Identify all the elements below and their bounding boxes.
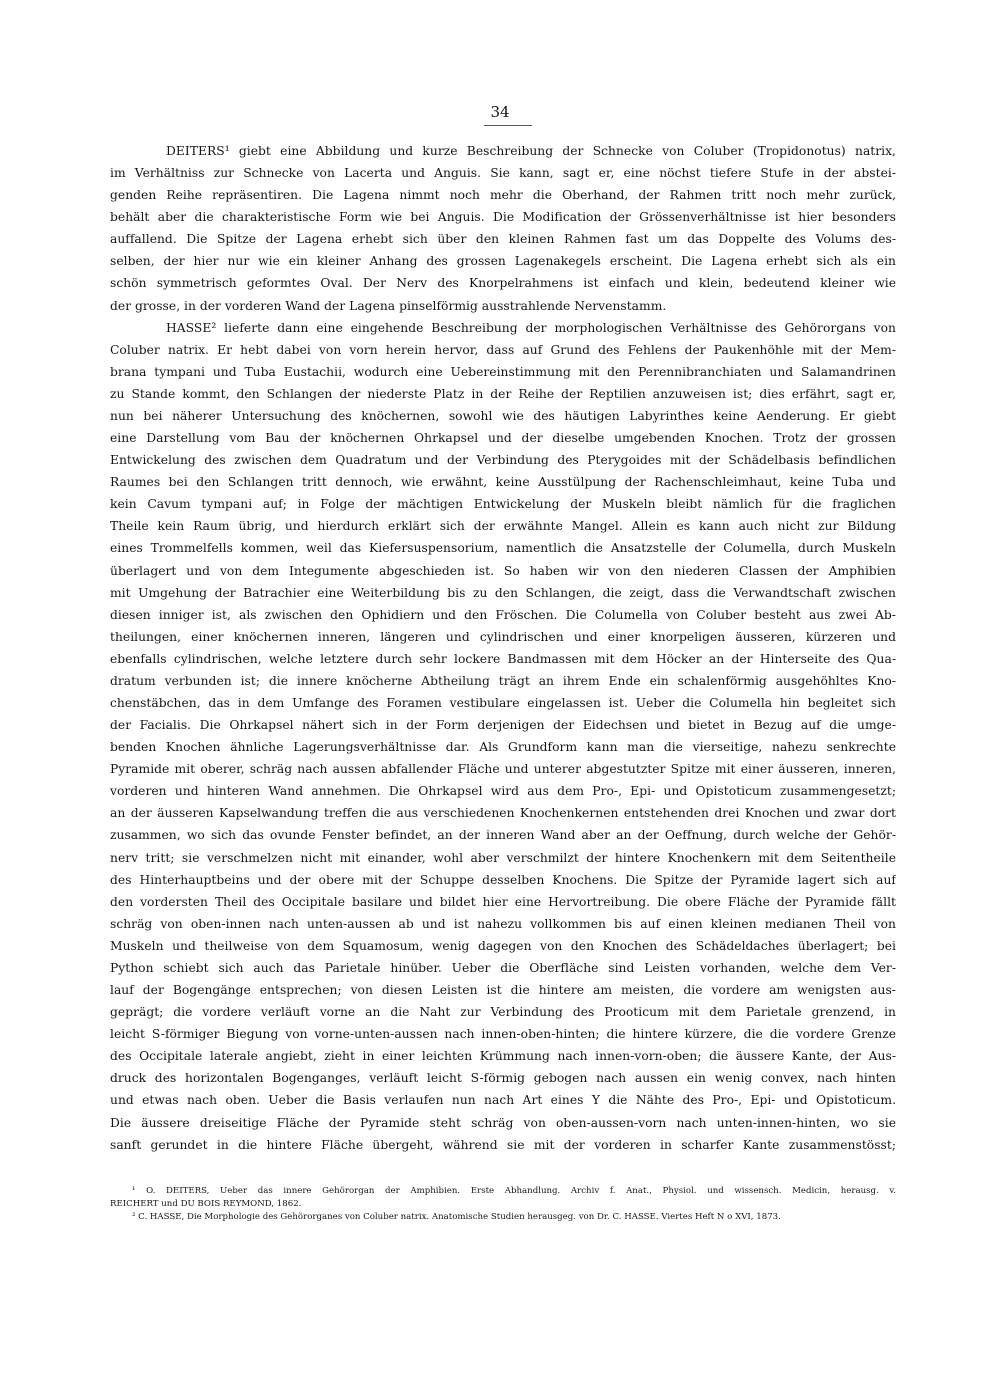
text-line: und etwas nach oben. Ueber die Basis verlaufen nun nach Art eines Y die Nähte des Pro-, Epi- und Opistoticum. xyxy=(110,1093,896,1108)
text-line: behält aber die charakteristische Form wie bei Anguis. Die Modification der Grössenverhältnisse ist hier besonders xyxy=(110,210,896,225)
text-line: eine Darstellung vom Bau der knöchernen Ohrkapsel und der dieselbe umgebenden Knochen. Trotz der grossen xyxy=(110,431,896,446)
text-line: eines Trommelfells kommen, weil das Kiefersuspensorium, namentlich die Ansatzstelle der Columella, durch Muskeln xyxy=(110,541,896,556)
text-line: nun bei näherer Untersuchung des knöchernen, sowohl wie des häutigen Labyrinthes keine Aenderung. Er giebt xyxy=(110,408,896,423)
text-line: des Occipitale laterale angiebt, zieht in einer leichten Krümmung nach innen-vorn-oben; die äussere Kante, der Aus- xyxy=(110,1049,896,1064)
text-line: Theile kein Raum übrig, und hierdurch erklärt sich der erwähnte Mangel. Allein es kann auch nicht zur Bildung xyxy=(110,519,896,534)
text-line: schön symmetrisch geformtes Oval. Der Nerv des Knorpelrahmens ist einfach und klein, bedeutend kleiner wie xyxy=(110,276,896,291)
footnote-line: ² C. HASSE, Die Morphologie des Gehörorganes von Coluber natrix. Anatomische Studien herausgeg. von Dr. C. HASSE. Viertes Heft N o XVI, 1873. xyxy=(132,1212,781,1222)
footnote-line: ¹ O. DEITERS, Ueber das innere Gehörorgan der Amphibien. Erste Abhandlung. Archiv f. Anat., Physiol. und wissensch. Medicin, herausg. v. xyxy=(132,1186,896,1196)
text-line: an der äusseren Kapselwandung treffen die aus verschiedenen Knochenkernen entstehenden drei Knochen und zwar dort xyxy=(110,806,896,821)
text-line: Coluber natrix. Er hebt dabei von vorn herein hervor, dass auf Grund des Fehlens der Paukenhöhle mit der Mem- xyxy=(110,342,896,357)
text-line: lauf der Bogengänge entsprechen; von diesen Leisten ist die hintere am meisten, die vordere am wenigsten aus- xyxy=(110,983,896,998)
text-line: Pyramide mit oberer, schräg nach aussen abfallender Fläche und unterer abgestutzter Spitze mit einer äusseren, inneren, xyxy=(110,762,896,777)
text-line: der Facialis. Die Ohrkapsel nähert sich in der Form derjenigen der Eidechsen und bietet in Bezug auf die umge- xyxy=(110,718,896,733)
text-line: ebenfalls cylindrischen, welche letztere durch sehr lockere Bandmassen mit dem Höcker an der Hinterseite des Qua- xyxy=(110,651,896,666)
text-line: auffallend. Die Spitze der Lagena erhebt sich über den kleinen Rahmen fast um das Doppelte des Volums des- xyxy=(110,232,896,247)
text-line: dratum verbunden ist; die innere knöcherne Abtheilung trägt an ihrem Ende ein schalenförmig ausgehöhltes Kno- xyxy=(110,673,896,688)
text-line: theilungen, einer knöchernen inneren, längeren und cylindrischen und einer knorpeligen äusseren, kürzeren und xyxy=(110,629,896,644)
text-line: geprägt; die vordere verläuft vorne an die Naht zur Verbindung des Prooticum mit dem Parietale grenzend, in xyxy=(110,1005,896,1020)
text-line: der grosse, in der vorderen Wand der Lagena pinselförmig ausstrahlende Nervenstamm. xyxy=(110,298,667,313)
text-line: druck des horizontalen Bogenganges, verläuft leicht S-förmig gebogen nach aussen ein wenig convex, nach hinten xyxy=(110,1071,896,1086)
text-line: mit Umgehung der Batrachier eine Weiterbildung bis zu den Schlangen, die zeigt, dass die Verwandtschaft zwischen xyxy=(110,585,896,600)
page-number: 34 xyxy=(490,103,510,121)
text-line: schräg von oben-innen nach unten-aussen ab und ist nahezu vollkommen bis auf einen kleinen medianen Theil von xyxy=(110,916,896,931)
text-line: diesen inniger ist, als zwischen den Ophidiern und den Fröschen. Die Columella von Coluber besteht aus zwei Ab- xyxy=(110,607,896,622)
page-number-rule xyxy=(484,125,532,126)
text-line: chenstäbchen, das in dem Umfange des Foramen vestibulare eingelassen ist. Ueber die Columella hin begleitet sich xyxy=(110,696,896,710)
text-line: Python schiebt sich auch das Parietale hinüber. Ueber die Oberfläche sind Leisten vorhanden, welche dem Ver- xyxy=(110,960,896,975)
text-line: nerv tritt; sie verschmelzen nicht mit einander, wohl aber verschmilzt der hintere Knochenkern mit dem Seitentheile xyxy=(110,850,896,865)
text-line: überlagert und von dem Integumente abgeschieden ist. So haben wir von den niederen Classen der Amphibien xyxy=(110,563,896,578)
text-line: vorderen und hinteren Wand annehmen. Die Ohrkapsel wird aus dem Pro-, Epi- und Opistoticum zusammengesetzt; xyxy=(110,784,896,799)
text-line: Muskeln und theilweise von dem Squamosum, wenig dagegen von den Knochen des Schädeldaches überlagert; bei xyxy=(110,938,896,953)
text-line: im Verhältniss zur Schnecke von Lacerta und Anguis. Sie kann, sagt er, eine nöchst tiefere Stufe in der abstei- xyxy=(110,166,896,181)
text-line: zu Stande kommt, den Schlangen der niederste Platz in der Reihe der Reptilien anzuweisen ist; dies erfährt, sagt er, xyxy=(110,386,896,401)
text-line: Entwickelung des zwischen dem Quadratum und der Verbindung des Pterygoides mit der Schädelbasis befindlichen xyxy=(110,453,896,468)
text-line: sanft gerundet in die hintere Fläche übergeht, während sie mit der vorderen in scharfer Kante zusammenstösst; xyxy=(110,1137,896,1152)
text-line: den vordersten Theil des Occipitale basilare und bildet hier eine Hervortreibung. Die obere Fläche der Pyramide fällt xyxy=(110,894,896,909)
text-line: Raumes bei den Schlangen tritt dennoch, wie erwähnt, keine Ausstülpung der Rachenschleimhaut, keine Tuba und xyxy=(110,475,896,490)
text-line: DEITERS¹ giebt eine Abbildung und kurze Beschreibung der Schnecke von Coluber (Tropidonotus) natrix, xyxy=(166,144,896,158)
text-line: kein Cavum tympani auf; in Folge der mächtigen Entwickelung der Muskeln bleibt nämlich für die fraglichen xyxy=(110,497,896,512)
text-line: brana tympani und Tuba Eustachii, wodurch eine Uebereinstimmung mit den Perennibranchiaten und Salamandrinen xyxy=(110,364,896,379)
text-line: Die äussere dreiseitige Fläche der Pyramide steht schräg von oben-aussen-vorn nach unten-innen-hinten, wo sie xyxy=(110,1115,896,1130)
text-line: zusammen, wo sich das ovunde Fenster befindet, an der inneren Wand aber an der Oeffnung, durch welche der Gehör- xyxy=(110,828,896,843)
text-line: selben, der hier nur wie ein kleiner Anhang des grossen Lagenakegels erscheint. Die Lagena erhebt sich als ein xyxy=(110,254,896,269)
text-line: des Hinterhauptbeins und der obere mit der Schuppe desselben Knochens. Die Spitze der Pyramide lagert sich auf xyxy=(110,872,896,887)
text-line: genden Reihe repräsentiren. Die Lagena nimmt noch mehr die Oberhand, der Rahmen tritt noch mehr zurück, xyxy=(110,188,896,203)
text-line: leicht S-förmiger Biegung von vorne-unten-aussen nach innen-oben-hinten; die hintere kürzere, die die vordere Grenze xyxy=(110,1027,896,1042)
footnote-line: REICHERT und DU BOIS REYMOND, 1862. xyxy=(110,1199,302,1209)
text-line: benden Knochen ähnliche Lagerungsverhältnisse dar. Als Grundform kann man die vierseitige, nahezu senkrechte xyxy=(110,740,896,755)
text-line: HASSE² lieferte dann eine eingehende Beschreibung der morphologischen Verhältnisse des Gehörorgans von xyxy=(166,320,896,335)
